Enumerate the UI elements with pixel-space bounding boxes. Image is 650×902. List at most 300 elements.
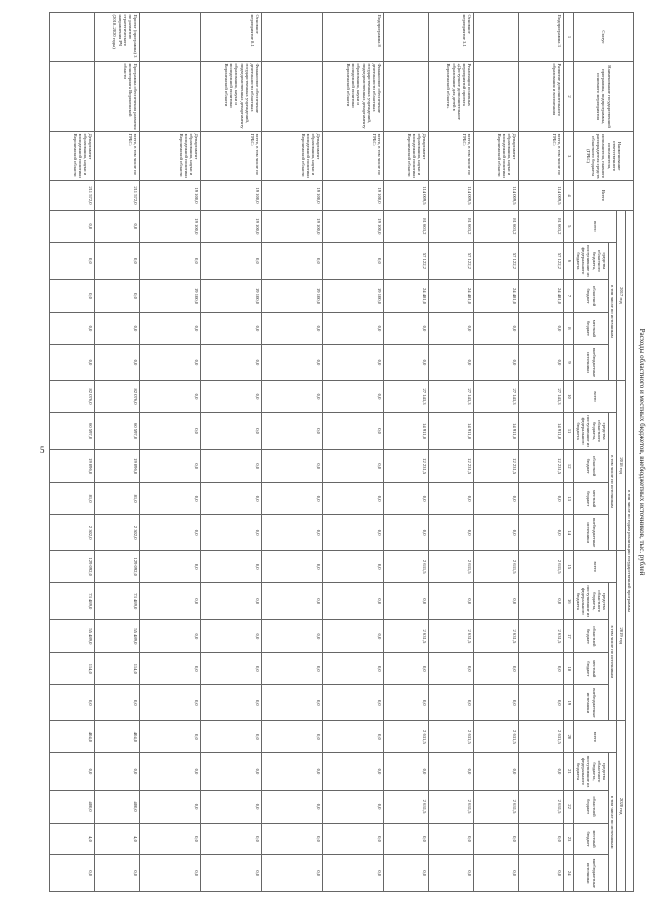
row-value: 0,0 <box>201 653 262 685</box>
row-value: 0,0 <box>262 412 323 449</box>
row-value: 2 631,5 <box>429 790 474 823</box>
column-number: 15 <box>564 551 574 583</box>
row-value: 129 092,0 <box>50 551 95 583</box>
row-value: 0,0 <box>262 312 323 344</box>
row-value: 2 631,5 <box>474 551 519 583</box>
row-value: 0,0 <box>474 483 519 515</box>
column-number: 20 <box>564 721 574 753</box>
header-status: Статус <box>574 13 634 62</box>
column-number: 17 <box>564 620 574 653</box>
row-value: 114,0 <box>50 653 95 685</box>
header-name: Наименование государственной программы, подпрограммы, основного мероприятия <box>574 61 634 131</box>
column-number: 23 <box>564 823 574 855</box>
row-responsible: Департамент образования, науки и молодежной политики Воронежской области <box>474 132 519 181</box>
row-value: 14 911,8 <box>474 412 519 449</box>
row-value: 0,0 <box>474 653 519 685</box>
row-status: Проект (программа) 3 по развитию стратегического направления РЧ (2018–2020 годы) <box>95 13 140 62</box>
row-value: 0,0 <box>201 483 262 515</box>
row-value: 0,0 <box>519 855 564 892</box>
table-body <box>50 13 564 892</box>
row-value: 2 631,5 <box>519 790 564 823</box>
table-row <box>474 13 519 892</box>
header-source-federal: средства областного бюджета, поступившие из федерального бюджета <box>574 412 609 449</box>
row-value: 0,0 <box>140 483 201 515</box>
row-value: 0,0 <box>384 344 429 380</box>
row-value: 0,0 <box>323 790 384 823</box>
row-value: 0,0 <box>140 823 201 855</box>
header-source-federal: средства областного бюджета, поступившие из федерального бюджета <box>574 753 609 790</box>
row-value: 19 100,0 <box>140 280 201 313</box>
row-value: 0,0 <box>429 515 474 551</box>
row-value: 0,0 <box>429 685 474 721</box>
row-responsible: всего, в том числе по ГРБС: <box>201 132 262 181</box>
header-year: 2020 год <box>617 721 625 892</box>
row-value: 0,0 <box>262 653 323 685</box>
row-value: 60 597,0 <box>95 412 140 449</box>
row-value: 0,0 <box>519 515 564 551</box>
row-value: 0,0 <box>201 381 262 413</box>
header-source-extra: внебюджетные источники <box>574 515 609 551</box>
row-value: 0,0 <box>474 312 519 344</box>
row-value: 0,0 <box>262 344 323 380</box>
row-value: 0,0 <box>50 312 95 344</box>
row-total: 19 100,0 <box>323 181 384 211</box>
table-row <box>384 13 429 892</box>
row-value: 0,0 <box>262 753 323 790</box>
row-value: 27 143,3 <box>384 381 429 413</box>
row-value: 0,0 <box>140 344 201 380</box>
row-value: 0,0 <box>323 483 384 515</box>
row-value: 57 122,2 <box>519 242 564 279</box>
header-incl-sources: в том числе по источникам <box>609 242 617 380</box>
row-value: 0,0 <box>519 753 564 790</box>
row-value: 0,0 <box>95 855 140 892</box>
row-value: 0,0 <box>140 450 201 483</box>
row-responsible: Департамент образования, науки и молодежной политики Воронежской области <box>262 132 323 181</box>
row-status <box>384 13 429 62</box>
row-value: 0,0 <box>384 855 429 892</box>
row-value: 0,0 <box>323 823 384 855</box>
row-value: 4,0 <box>95 823 140 855</box>
table-row <box>95 13 140 892</box>
row-status <box>50 13 95 62</box>
row-value: 0,0 <box>384 685 429 721</box>
column-number: 6 <box>564 242 574 279</box>
header-responsible: Наименование ответственного исполнителя, исполнителя, главного распорядителя средств областного бюджета (ГРБС) <box>574 132 634 181</box>
row-value: 0,0 <box>519 685 564 721</box>
row-value: 0,0 <box>384 823 429 855</box>
row-value: 0,0 <box>519 653 564 685</box>
header-total: Всего <box>574 181 634 211</box>
row-status <box>262 13 323 62</box>
row-value: 2 631,5 <box>519 551 564 583</box>
row-value: 0,0 <box>519 344 564 380</box>
column-number: 11 <box>564 412 574 449</box>
header-source-regional: областной бюджет <box>574 450 609 483</box>
row-value: 0,0 <box>50 855 95 892</box>
row-value: 82 076,0 <box>50 381 95 413</box>
row-value: 0,0 <box>262 381 323 413</box>
header-source-federal: средства областного бюджета, поступившие из федерального бюджета <box>574 583 609 620</box>
row-value: 0,0 <box>429 653 474 685</box>
row-value: 81 603,2 <box>429 210 474 242</box>
row-value: 2 631,5 <box>474 620 519 653</box>
row-value: 0,0 <box>384 583 429 620</box>
row-value: 404,0 <box>50 721 95 753</box>
row-status: Подпрограмма 3 <box>519 13 564 62</box>
row-value: 2 631,5 <box>384 551 429 583</box>
row-value: 0,0 <box>323 583 384 620</box>
row-value: 0,0 <box>95 280 140 313</box>
row-value: 0,0 <box>140 753 201 790</box>
row-name: Программа обеспечения развития мониторинга Воронежской области <box>95 61 140 131</box>
row-name: Развитие дополнительного образования и воспитания <box>519 61 564 131</box>
row-value: 0,0 <box>140 653 201 685</box>
row-value: 0,0 <box>201 242 262 279</box>
row-value: 0,0 <box>262 242 323 279</box>
row-value: 0,0 <box>323 653 384 685</box>
row-value: 400,0 <box>50 790 95 823</box>
row-value: 0,0 <box>519 312 564 344</box>
row-responsible: всего, в том числе по ГРБС: <box>519 132 564 181</box>
row-name: Реализация основных мероприятий проекта «Доступное дополнительное образование для детей в Воронежской области» <box>429 61 474 131</box>
row-value: 0,0 <box>201 721 262 753</box>
row-total: 114 009,5 <box>519 181 564 211</box>
header-source-regional: областной бюджет <box>574 280 609 313</box>
row-value: 55 489,0 <box>95 620 140 653</box>
row-value: 0,0 <box>474 855 519 892</box>
row-value: 2 631,5 <box>384 721 429 753</box>
row-value: 24 481,0 <box>474 280 519 313</box>
row-value: 0,0 <box>519 823 564 855</box>
row-value: 2 631,5 <box>519 620 564 653</box>
row-value: 12 231,5 <box>474 450 519 483</box>
row-value: 81 603,2 <box>519 210 564 242</box>
table-row <box>323 13 384 892</box>
row-value: 14 911,8 <box>519 412 564 449</box>
row-value: 0,0 <box>140 412 201 449</box>
row-total: 19 100,0 <box>201 181 262 211</box>
row-name <box>50 61 95 131</box>
row-value: 2 302,0 <box>95 515 140 551</box>
row-value: 57 122,2 <box>429 242 474 279</box>
row-value: 0,0 <box>201 450 262 483</box>
row-responsible: Департамент образования, науки и молодежной политики Воронежской области <box>140 132 201 181</box>
header-source-local: местный бюджет <box>574 312 609 344</box>
row-responsible: всего, в том числе по ГРБС: <box>95 132 140 181</box>
row-value: 0,0 <box>201 312 262 344</box>
row-value: 0,0 <box>474 344 519 380</box>
row-value: 0,0 <box>429 312 474 344</box>
row-value: 82 076,0 <box>95 381 140 413</box>
row-value: 0,0 <box>201 583 262 620</box>
column-number: 10 <box>564 381 574 413</box>
row-value: 19 100,0 <box>323 210 384 242</box>
row-value: 0,0 <box>201 551 262 583</box>
column-number: 16 <box>564 583 574 620</box>
row-value: 0,0 <box>140 583 201 620</box>
row-value: 0,0 <box>262 583 323 620</box>
row-value: 0,0 <box>429 855 474 892</box>
row-value: 0,0 <box>384 753 429 790</box>
header-year-total: всего <box>574 551 617 583</box>
row-value: 0,0 <box>262 620 323 653</box>
row-value: 0,0 <box>140 685 201 721</box>
row-value: 0,0 <box>50 344 95 380</box>
rotated-page <box>72 12 650 892</box>
row-value: 0,0 <box>474 753 519 790</box>
row-value: 0,0 <box>384 483 429 515</box>
header-year-total: всего <box>574 210 617 242</box>
row-responsible: всего, в том числе по ГРБС: <box>323 132 384 181</box>
row-value: 0,0 <box>384 312 429 344</box>
column-number: 18 <box>564 653 574 685</box>
row-value: 0,0 <box>262 855 323 892</box>
header-year: 2019 год <box>617 551 625 721</box>
row-value: 0,0 <box>201 344 262 380</box>
row-value: 0,0 <box>50 753 95 790</box>
row-value: 81 603,2 <box>384 210 429 242</box>
row-value: 0,0 <box>140 790 201 823</box>
column-number: 5 <box>564 210 574 242</box>
row-value: 19 100,0 <box>140 210 201 242</box>
row-value: 14 911,8 <box>384 412 429 449</box>
header-incl-sources: в том числе по источникам <box>609 412 617 550</box>
row-value: 0,0 <box>384 515 429 551</box>
row-value: 0,0 <box>323 685 384 721</box>
row-value: 0,0 <box>140 620 201 653</box>
row-name <box>262 61 323 131</box>
row-value: 0,0 <box>262 551 323 583</box>
row-value: 0,0 <box>474 583 519 620</box>
row-value: 19 100,0 <box>262 280 323 313</box>
table-row <box>262 13 323 892</box>
row-value: 0,0 <box>262 515 323 551</box>
row-value: 0,0 <box>95 344 140 380</box>
row-value: 0,0 <box>429 583 474 620</box>
row-value: 0,0 <box>262 823 323 855</box>
row-value: 81 603,2 <box>474 210 519 242</box>
header-incl-sources: в том числе по источникам <box>609 583 617 721</box>
header-source-extra: внебюджетные источники <box>574 855 609 892</box>
row-value: 0,0 <box>323 312 384 344</box>
row-name <box>474 61 519 131</box>
row-total: 19 100,0 <box>262 181 323 211</box>
row-value: 0,0 <box>201 412 262 449</box>
row-value: 0,0 <box>140 242 201 279</box>
row-value: 404,0 <box>95 721 140 753</box>
table-row <box>429 13 474 892</box>
row-value: 4,0 <box>50 823 95 855</box>
row-value: 2 631,5 <box>384 790 429 823</box>
column-number: 19 <box>564 685 574 721</box>
row-value: 0,0 <box>50 280 95 313</box>
row-value: 19 100,0 <box>262 210 323 242</box>
row-value: 129 092,0 <box>95 551 140 583</box>
row-value: 0,0 <box>95 685 140 721</box>
row-value: 400,0 <box>95 790 140 823</box>
row-value: 2 631,5 <box>429 620 474 653</box>
row-value: 0,0 <box>201 620 262 653</box>
row-value: 0,0 <box>323 412 384 449</box>
row-total: 19 100,0 <box>140 181 201 211</box>
header-incl-sources: в том числе по источникам <box>609 753 617 892</box>
row-value: 27 143,3 <box>429 381 474 413</box>
page-number: 5 <box>40 445 45 455</box>
row-value: 0,0 <box>323 855 384 892</box>
header-source-regional: областной бюджет <box>574 620 609 653</box>
row-value: 0,0 <box>140 551 201 583</box>
column-number: 9 <box>564 344 574 380</box>
row-value: 57 122,2 <box>384 242 429 279</box>
row-value: 0,0 <box>519 583 564 620</box>
table-header <box>564 13 634 892</box>
header-year: 2017 год <box>617 210 625 380</box>
row-value: 14 911,8 <box>429 412 474 449</box>
row-value: 24 481,0 <box>429 280 474 313</box>
row-value: 0,0 <box>262 450 323 483</box>
row-value: 0,0 <box>474 685 519 721</box>
row-status: Основное мероприятие 8.1 <box>201 13 262 62</box>
row-value: 81,0 <box>50 483 95 515</box>
row-value: 0,0 <box>50 685 95 721</box>
row-responsible: всего, в том числе по ГРБС: <box>429 132 474 181</box>
row-value: 0,0 <box>323 515 384 551</box>
row-value: 0,0 <box>384 653 429 685</box>
row-value: 2 631,5 <box>429 551 474 583</box>
row-value: 19 096,0 <box>95 450 140 483</box>
row-value: 24 481,0 <box>519 280 564 313</box>
row-value: 60 597,0 <box>50 412 95 449</box>
row-responsible: Департамент образования, науки и молодежной политики Воронежской области <box>384 132 429 181</box>
header-source-regional: областной бюджет <box>574 790 609 823</box>
budget-table <box>49 12 634 892</box>
row-status <box>140 13 201 62</box>
row-value: 0,0 <box>262 685 323 721</box>
row-value: 0,0 <box>323 753 384 790</box>
row-value: 0,0 <box>323 242 384 279</box>
column-number: 3 <box>564 132 574 181</box>
row-value: 2 631,5 <box>474 721 519 753</box>
row-value: 0,0 <box>201 790 262 823</box>
row-value: 27 143,3 <box>474 381 519 413</box>
row-value: 0,0 <box>201 753 262 790</box>
row-value: 55 489,0 <box>50 620 95 653</box>
row-value: 12 231,5 <box>519 450 564 483</box>
row-value: 57 122,2 <box>474 242 519 279</box>
header-year-total: всего <box>574 381 617 413</box>
row-value: 0,0 <box>140 721 201 753</box>
row-value: 0,0 <box>95 210 140 242</box>
row-value: 0,0 <box>429 753 474 790</box>
row-responsible: Департамент образования, науки и молодежной политики Воронежской области <box>50 132 95 181</box>
header-source-local: местный бюджет <box>574 483 609 515</box>
table-row <box>50 13 95 892</box>
header-source-local: местный бюджет <box>574 653 609 685</box>
row-value: 0,0 <box>140 515 201 551</box>
row-value: 12 231,5 <box>429 450 474 483</box>
column-number: 1 <box>564 13 574 62</box>
row-value: 0,0 <box>323 450 384 483</box>
row-value: 0,0 <box>429 823 474 855</box>
row-value: 0,0 <box>50 242 95 279</box>
row-value: 0,0 <box>323 344 384 380</box>
column-number: 12 <box>564 450 574 483</box>
row-value: 0,0 <box>323 381 384 413</box>
column-number: 8 <box>564 312 574 344</box>
header-source-extra: внебюджетные источники <box>574 685 609 721</box>
row-value: 114,0 <box>95 653 140 685</box>
row-value: 0,0 <box>262 721 323 753</box>
row-status: Подпрограмма 8 <box>323 13 384 62</box>
header-source-federal: средства областного бюджета, поступившие из федерального бюджета <box>574 242 609 279</box>
row-value: 2 631,5 <box>384 620 429 653</box>
row-value: 19 100,0 <box>323 280 384 313</box>
row-value: 27 143,3 <box>519 381 564 413</box>
row-value: 81,0 <box>95 483 140 515</box>
row-value: 0,0 <box>140 381 201 413</box>
row-total: 211 572,0 <box>95 181 140 211</box>
column-number: 22 <box>564 790 574 823</box>
row-value: 0,0 <box>323 721 384 753</box>
row-value: 0,0 <box>323 620 384 653</box>
header-by-years: в том числе по годам реализации государственной программы <box>625 210 633 891</box>
column-number: 2 <box>564 61 574 131</box>
row-total: 211 572,0 <box>50 181 95 211</box>
table-caption: Расходы областного и местных бюджетов, внебюджетных источников, тыс. рублей <box>638 328 646 576</box>
row-total: 114 009,5 <box>429 181 474 211</box>
row-value: 0,0 <box>429 344 474 380</box>
row-value: 0,0 <box>95 242 140 279</box>
row-name: Финансовое обеспечение деятельности областных государственных учреждений, подведомственных департаменту образования, науки и молодежной политики Воронежской области <box>201 61 262 131</box>
row-value: 2 631,5 <box>519 721 564 753</box>
column-number: 21 <box>564 753 574 790</box>
table-row <box>140 13 201 892</box>
row-status: Основное мероприятие 3.1 <box>429 13 474 62</box>
row-value: 0,0 <box>474 515 519 551</box>
row-value: 0,0 <box>201 515 262 551</box>
row-value: 19 096,0 <box>50 450 95 483</box>
row-value: 0,0 <box>474 823 519 855</box>
header-year-total: всего <box>574 721 617 753</box>
table-row <box>519 13 564 892</box>
row-value: 0,0 <box>262 790 323 823</box>
row-value: 0,0 <box>201 823 262 855</box>
header-source-local: местный бюджет <box>574 823 609 855</box>
row-name <box>140 61 201 131</box>
row-value: 0,0 <box>323 551 384 583</box>
row-total: 114 009,5 <box>384 181 429 211</box>
row-value: 0,0 <box>429 483 474 515</box>
column-number: 14 <box>564 515 574 551</box>
row-value: 12 231,5 <box>384 450 429 483</box>
header-source-extra: внебюджетные источники <box>574 344 609 380</box>
column-number: 24 <box>564 855 574 892</box>
row-value: 2 631,5 <box>429 721 474 753</box>
row-value: 0,0 <box>95 312 140 344</box>
row-value: 73 489,0 <box>50 583 95 620</box>
column-number: 7 <box>564 280 574 313</box>
header-year: 2018 год <box>617 381 625 551</box>
row-value: 19 100,0 <box>201 210 262 242</box>
row-name: Финансовое обеспечение деятельности областных государственных учреждений, подведомственных департаменту образования, науки и молодежной политики Воронежской области <box>323 61 384 131</box>
row-status <box>474 13 519 62</box>
row-value: 0,0 <box>95 753 140 790</box>
row-value: 0,0 <box>50 210 95 242</box>
row-value: 2 631,5 <box>474 790 519 823</box>
column-number: 4 <box>564 181 574 211</box>
row-value: 73 489,0 <box>95 583 140 620</box>
